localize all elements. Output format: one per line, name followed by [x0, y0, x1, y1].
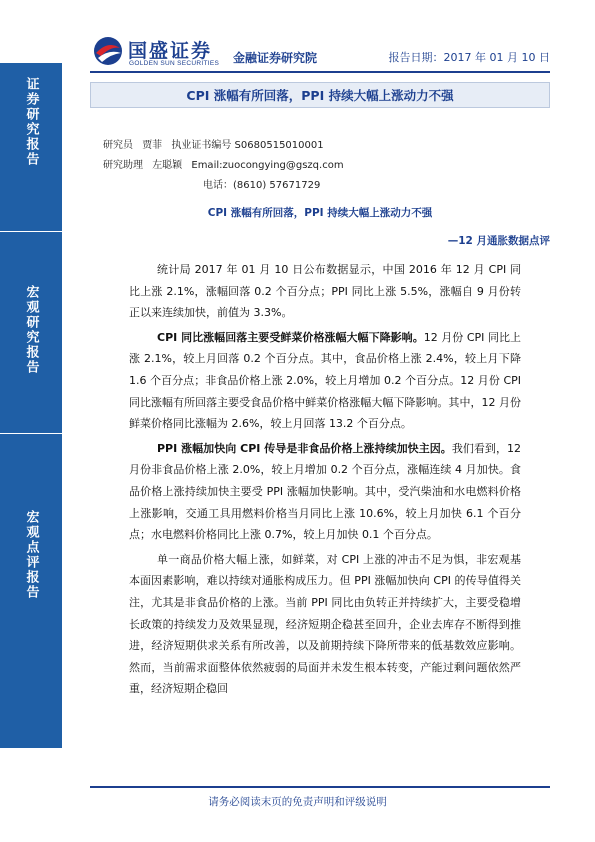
footer-divider	[90, 786, 550, 788]
sidebar-section-commentary	[0, 510, 62, 670]
report-title: CPI 涨幅有所回落，PPI 持续大幅上涨动力不强	[186, 88, 454, 103]
sidebar-section-securities	[0, 77, 62, 227]
header-divider	[90, 71, 550, 73]
sidebar-section-macro	[0, 285, 62, 435]
sidebar-divider	[0, 433, 62, 434]
page-header	[0, 0, 595, 76]
report-date: 报告日期：2017 年 01 月 10 日	[388, 51, 550, 64]
sidebar-section-label: 宏观研究报告	[23, 285, 39, 375]
report-title-bar	[90, 82, 550, 108]
paragraph-text: 12 月份 CPI 同比上涨 2.1%，较上月回落 0.2 个百分点。其中，食品价格上涨 2.4%，较上月下降 1.6 个百分点；非食品价格上涨 2.0%，较上月增加 0.2 个百分点。12 月份 CPI 同比涨幅有所回落主要受食品价格中鲜菜价格涨幅大幅下降影响。其中，12 月份鲜菜价格同比涨幅为 2.6%，较上月回落 13.2 个百分点。	[129, 330, 522, 431]
sidebar-divider	[0, 231, 62, 232]
paragraph	[129, 327, 521, 435]
analyst-license: 执业证书编号 S0680515010001	[171, 140, 324, 151]
assistant-name: 左聪颖	[152, 160, 183, 171]
paragraph-lead: PPI 涨幅加快向 CPI 传导是非食品价格上涨持续加快主因。	[157, 441, 452, 455]
paragraph-text: 单一商品价格大幅上涨，如鲜菜，对 CPI 上涨的冲击不足为惧，非宏观基本面因素影响，难以持续对通胀构成压力。但 PPI 涨幅加快向 CPI 的传导值得关注，尤其是非食品价格的上涨。当前 PPI 同比由负转正并持续扩大，主要受稳增长政策的持续发力及效果显现，经济短期企稳甚至回升，企业去库存不断得到推进，经济短期供求关系有所改善，以及前期持续下降所带来的低基数效应影响。然而，当前需求面整体依然疲弱的局面并未发生根本转变，产能过剩问题依然严重，经济短期企稳回	[129, 552, 521, 696]
paragraph-text: 我们看到，12 月份非食品价格上涨 2.0%，较上月增加 0.2 个百分点，涨幅连续 4 月加快。食品价格上涨持续加快主要受 PPI 涨幅加快影响。其中，受汽柴油和水电燃料价格上涨影响，交通工具用燃料价格当月同比上涨 10.6%，较上月加快 6.1 个百分点；水电燃料价格同比上涨 0.7%，较上月加快 0.1 个百分点。	[129, 441, 522, 542]
analyst-role: 研究员	[103, 140, 133, 151]
paragraph	[129, 549, 521, 700]
assistant-line	[103, 156, 350, 171]
company-logo-icon	[93, 36, 123, 66]
logo-chinese-name: 国盛证券	[128, 40, 213, 62]
section-subtitle: —12 月通胀数据点评	[447, 235, 550, 247]
logo-english-name: GOLDEN SUN SECURITIES	[129, 60, 220, 67]
paragraph-text: 统计局 2017 年 01 月 10 日公布数据显示，中国 2016 年 12 月 CPI 同比上涨 2.1%，涨幅回落 0.2 个百分点；PPI 同比上涨 5.5%，涨幅自 9 月份转正以来连续加快，前值为 3.3%。	[129, 263, 521, 320]
analyst-line	[103, 136, 330, 151]
phone-line: 电话：(8610) 57671729	[203, 180, 321, 191]
analyst-name: 贾菲	[142, 140, 163, 151]
sidebar-section-label: 证券研究报告	[23, 77, 39, 167]
assistant-email: Email:zuocongying@gszq.com	[191, 160, 344, 171]
institute-name: 金融证券研究院	[233, 51, 318, 65]
paragraph	[129, 259, 521, 324]
sidebar	[0, 63, 62, 748]
assistant-role: 研究助理	[103, 160, 143, 171]
paragraph-lead: CPI 同比涨幅回落主要受鲜菜价格涨幅大幅下降影响。	[157, 330, 424, 344]
section-title: CPI 涨幅有所回落，PPI 持续大幅上涨动力不强	[207, 207, 433, 219]
report-body	[129, 259, 521, 703]
footer-disclaimer: 请务必阅读末页的免责声明和评级说明	[208, 796, 387, 808]
paragraph	[129, 438, 521, 546]
sidebar-section-label: 宏观点评报告	[23, 510, 39, 600]
